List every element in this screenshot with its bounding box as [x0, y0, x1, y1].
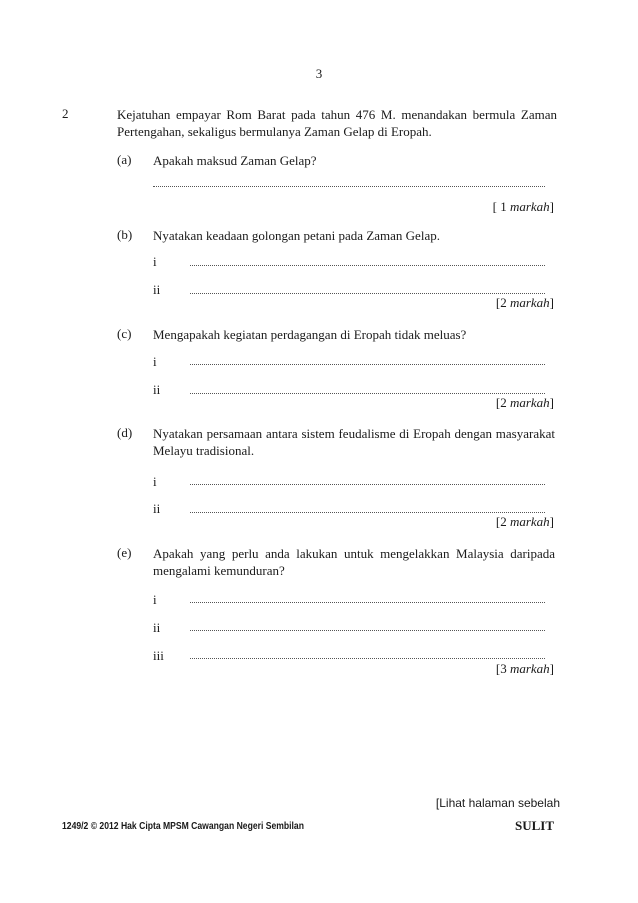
part-c-answer-line-i[interactable]	[190, 363, 545, 365]
part-b-marks: [2 markah]	[495, 295, 554, 310]
part-b-answer-line-ii[interactable]	[190, 292, 545, 294]
part-e-answer-line-ii[interactable]	[190, 629, 545, 631]
part-a-answer-line[interactable]	[153, 185, 545, 187]
part-c-question: Mengapakah kegiatan perdagangan di Eropah tidak meluas?	[153, 327, 467, 342]
part-c-answer-line-ii[interactable]	[190, 392, 545, 394]
part-c-answer-label: ii	[153, 382, 161, 397]
part-b-label: (b)	[117, 227, 133, 242]
part-d-answer-label: i	[153, 474, 157, 489]
part-e-answer-line-iii[interactable]	[190, 657, 545, 659]
part-b-answer-line-i[interactable]	[190, 264, 545, 266]
part-d-label: (d)	[117, 425, 133, 440]
part-d-answer-line-i[interactable]	[190, 483, 545, 485]
part-b-question: Nyatakan keadaan golongan petani pada Zaman Gelap.	[153, 228, 440, 243]
copyright-notice: 1249/2 © 2012 Hak Cipta MPSM Cawangan Negeri Sembilan	[62, 821, 304, 832]
part-d-answer-label: ii	[153, 501, 161, 516]
part-d-marks: [2 markah]	[495, 514, 554, 529]
part-a-label: (a)	[117, 152, 132, 167]
next-page-note: [Lihat halaman sebelah	[435, 796, 560, 810]
question-number: 2	[62, 106, 69, 121]
part-c-answer-label: i	[153, 354, 157, 369]
part-a-marks: [ 1 markah]	[492, 199, 554, 214]
part-e-label: (e)	[117, 545, 132, 560]
part-b-answer-label: ii	[153, 282, 161, 297]
part-c-marks: [2 markah]	[495, 395, 554, 410]
part-d-question: Nyatakan persamaan antara sistem feudalisme di Eropah dengan masyarakat Melayu tradisional.	[153, 426, 555, 458]
part-e-answer-label: i	[153, 592, 157, 607]
part-e-question: Apakah yang perlu anda lakukan untuk mengelakkan Malaysia daripada mengalami kemunduran?	[153, 546, 555, 578]
part-e-answer-line-i[interactable]	[190, 601, 545, 603]
part-e-answer-label: iii	[153, 648, 164, 663]
part-c-label: (c)	[117, 326, 132, 341]
part-b-answer-label: i	[153, 254, 157, 269]
part-d-answer-line-ii[interactable]	[190, 511, 545, 513]
part-e-answer-label: ii	[153, 620, 161, 635]
question-stem: Kejatuhan empayar Rom Barat pada tahun 476 M. menandakan bermula Zaman Pertengahan, sekaligus bermulanya Zaman Gelap di Eropah.	[117, 107, 557, 139]
classification-label: SULIT	[514, 818, 554, 833]
part-a-question: Apakah maksud Zaman Gelap?	[153, 153, 317, 168]
part-e-marks: [3 markah]	[495, 661, 554, 676]
page-number: 3	[315, 66, 323, 81]
